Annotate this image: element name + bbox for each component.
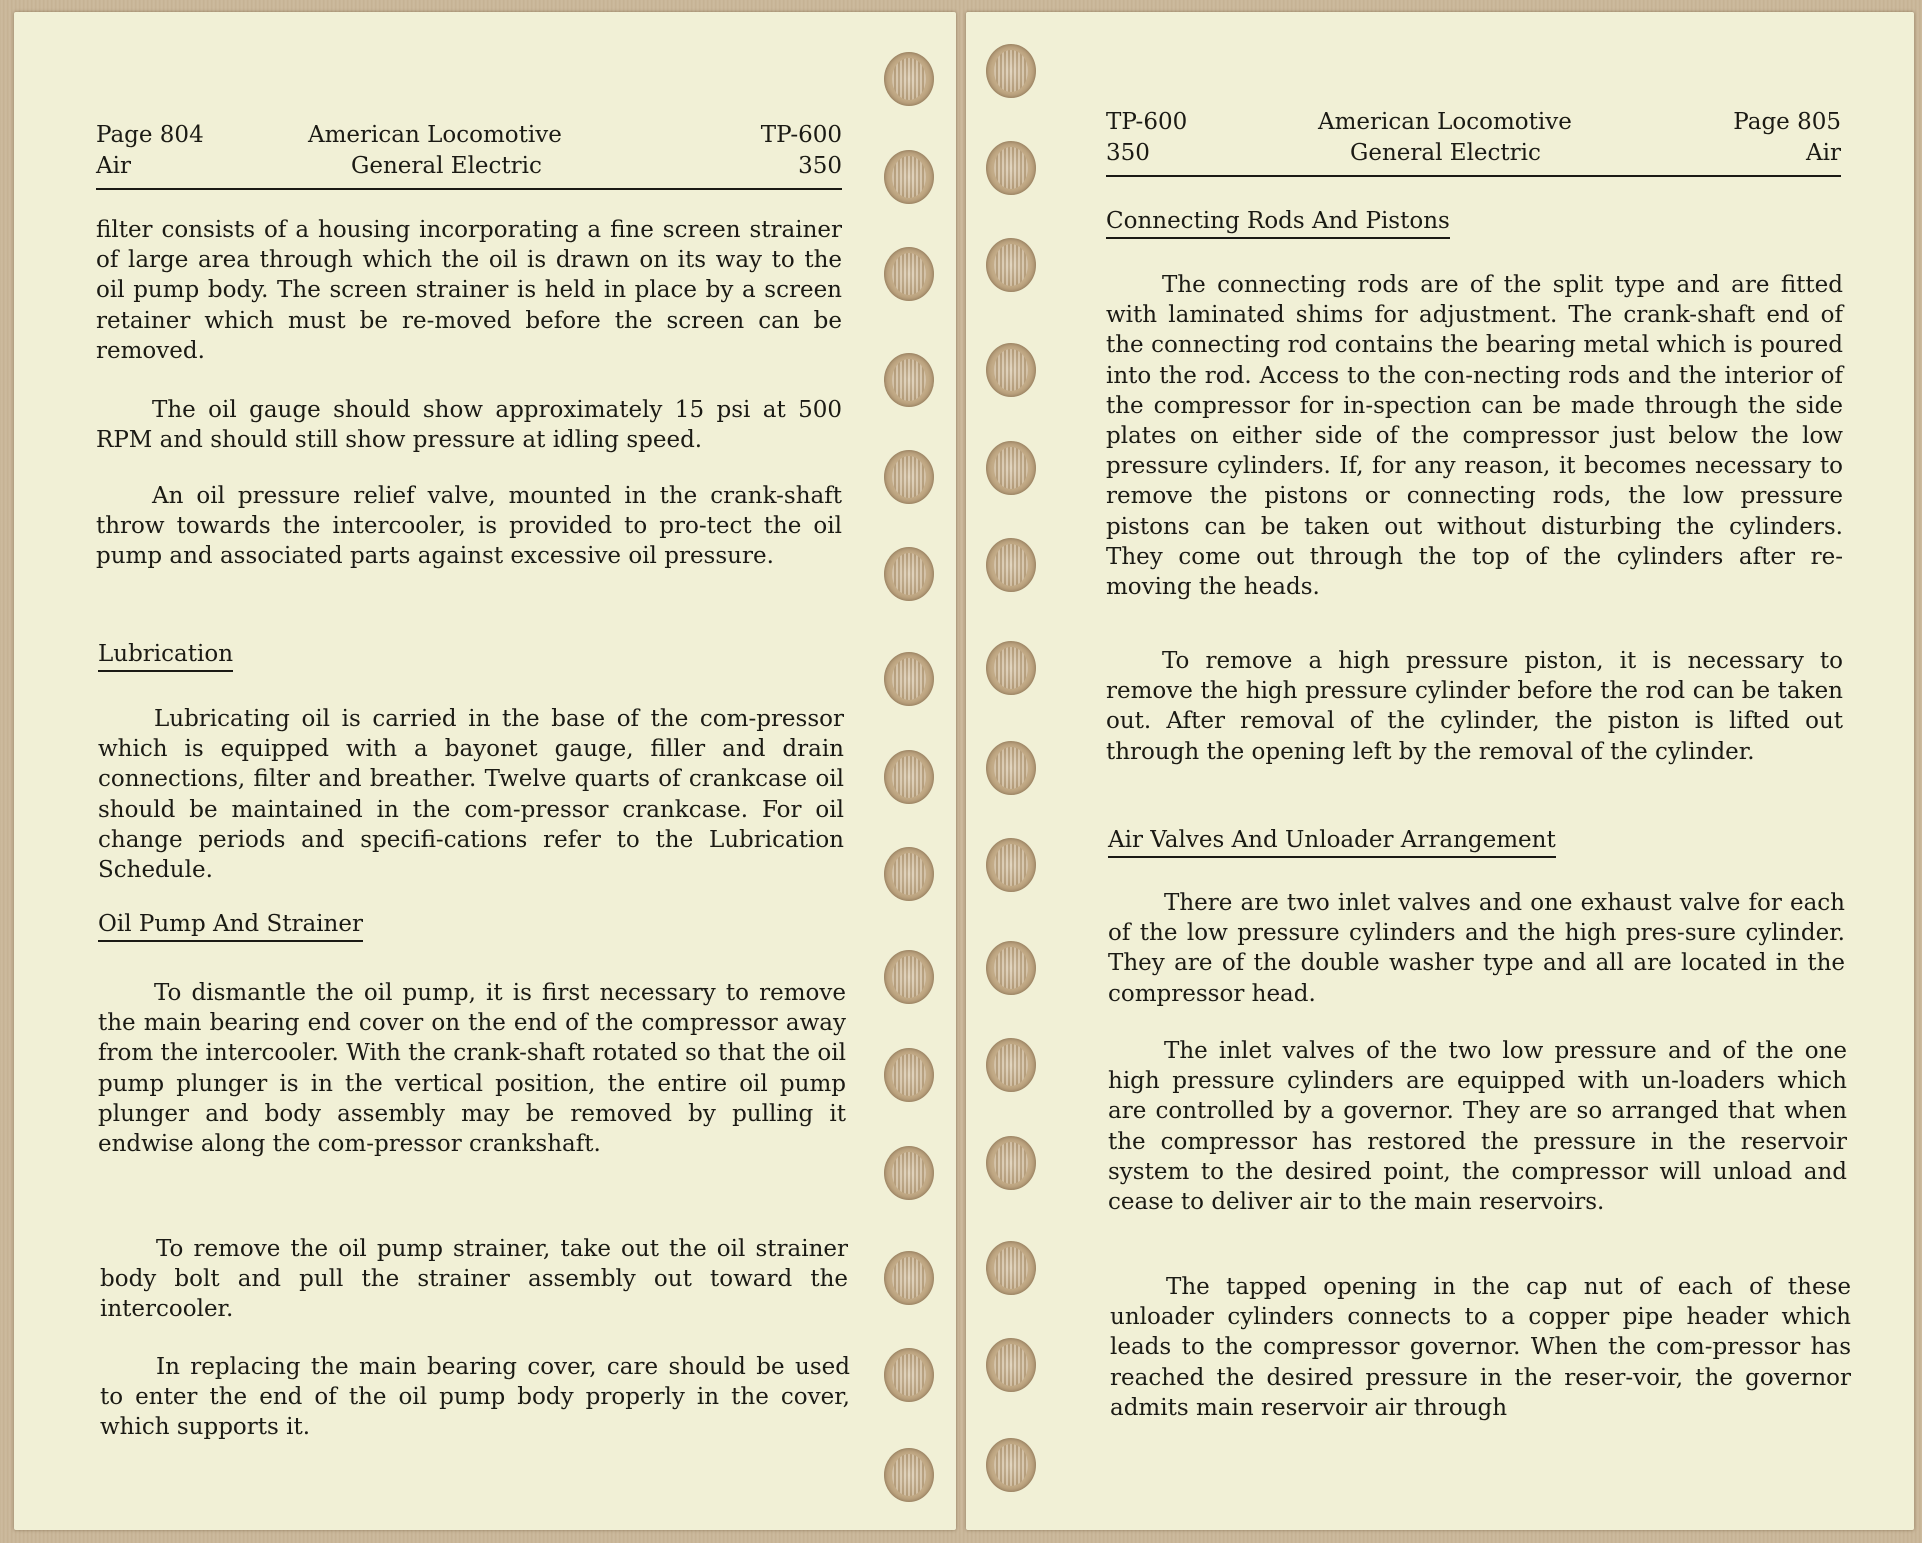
binder-hole [986,238,1036,292]
binder-hole [884,1448,934,1502]
binder-hole [884,450,934,504]
header-title-line2: General Electric [1350,140,1541,166]
binder-hole [986,141,1036,195]
page-number: Page 804 [96,122,204,148]
section-heading-connecting-rods: Connecting Rods And Pistons [1106,207,1450,239]
binder-hole [884,150,934,204]
binder-hole [986,44,1036,98]
paragraph: filter consists of a housing incorporating a fine screen strainer of large area through which the oil is drawn on its way to the oil pump body. The screen strainer is held in place by a screen retainer which must be re-moved before the screen can be removed. [96,217,842,364]
binder-hole [986,1136,1036,1190]
binder-hole [986,941,1036,995]
paragraph: The tapped opening in the cap nut of each of these unloader cylinders connects to a copper pipe header which leads to the compressor governor. When the com-pressor has reached the desired pressure in the reser-voir, the governor admits main reservoir air through [1110,1274,1851,1421]
paragraph: The inlet valves of the two low pressure and of the one high pressure cylinders are equipped with un-loaders which are controlled by a governor. They are so arranged that when the compressor has restored the pressure in the reservoir system to the desired point, the compressor will unload and cease to deliver air to the main reservoirs. [1108,1038,1847,1216]
header-title-line1: American Locomotive [308,122,562,148]
binder-hole [986,441,1036,495]
right-page [966,12,1914,1530]
binder-hole [884,1146,934,1200]
left-page-header [96,120,842,190]
paragraph: In replacing the main bearing cover, care should be used to enter the end of the oil pump body properly in the cover, which supports it. [100,1354,850,1441]
header-title-line2: General Electric [351,153,542,179]
binder-hole [986,838,1036,892]
section-heading-oil-pump: Oil Pump And Strainer [98,910,363,942]
binder-hole [884,1251,934,1305]
section-heading-lubrication: Lubrication [98,640,233,672]
section-heading-air-valves: Air Valves And Unloader Arrangement [1108,826,1556,858]
header-title-line1: American Locomotive [1318,109,1572,135]
binder-hole [884,547,934,601]
binder-hole [884,750,934,804]
sub-id: 350 [798,153,842,179]
binder-hole [986,343,1036,397]
binder-hole [986,1241,1036,1295]
binder-hole [986,538,1036,592]
left-page [14,12,956,1530]
paragraph: Lubricating oil is carried in the base of the com-pressor which is equipped with a bayonet gauge, filler and drain connections, filter and breather. Twelve quarts of crankcase oil should be maintained in the com-pressor crankcase. For oil change periods and specifi-cations refer to the Lubrication Schedule. [98,706,844,884]
section-label: Air [96,153,131,179]
paragraph: There are two inlet valves and one exhaust valve for each of the low pressure cylinders and the high pres-sure cylinder. They are of the double washer type and all are located in the compressor head. [1108,890,1845,1007]
paragraph: To dismantle the oil pump, it is first necessary to remove the main bearing end cover on the end of the compressor away from the intercooler. With the crank-shaft rotated so that the oil pump plunger is in the vertical position, the entire oil pump plunger and body assembly may be removed by pulling it endwise along the com-pressor crankshaft. [98,980,846,1158]
paragraph: An oil pressure relief valve, mounted in the crank-shaft throw towards the intercooler, is provided to pro-tect the oil pump and associated parts against excessive oil pressure. [96,483,842,570]
binder-hole [884,52,934,106]
binder-hole [986,641,1036,695]
sub-id: 350 [1106,140,1150,166]
binder-hole [884,950,934,1004]
binder-hole [884,247,934,301]
binder-hole [986,741,1036,795]
binder-hole [986,1038,1036,1092]
doc-id: TP-600 [760,122,842,148]
binder-hole [884,353,934,407]
right-page-header [1106,107,1841,177]
binder-hole [884,1348,934,1402]
binder-hole [986,1438,1036,1492]
binder-hole [884,847,934,901]
binder-hole [986,1338,1036,1392]
paragraph: The connecting rods are of the split type and are fitted with laminated shims for adjustment. The crank-shaft end of the connecting rod contains the bearing metal which is poured into the rod. Access to the con-necting rods and the interior of the compressor for in-spection can be made through the side plates on either side of the compressor just below the low pressure cylinders. If, for any reason, it becomes necessary to remove the pistons or connecting rods, the low pressure pistons can be taken out without disturbing the cylinders. They come out through the top of the cylinders after re-moving the heads. [1106,272,1843,601]
section-label: Air [1806,140,1841,166]
doc-id: TP-600 [1106,109,1188,135]
paragraph: To remove the oil pump strainer, take out the oil strainer body bolt and pull the strainer assembly out toward the intercooler. [100,1236,848,1323]
paragraph: To remove a high pressure piston, it is necessary to remove the high pressure cylinder before the rod can be taken out. After removal of the cylinder, the piston is lifted out through the opening left by the removal of the cylinder. [1106,648,1843,765]
binder-hole [884,1048,934,1102]
paragraph: The oil gauge should show approximately 15 psi at 500 RPM and should still show pressure at idling speed. [96,397,842,454]
binder-hole [884,652,934,706]
page-number: Page 805 [1733,109,1841,135]
